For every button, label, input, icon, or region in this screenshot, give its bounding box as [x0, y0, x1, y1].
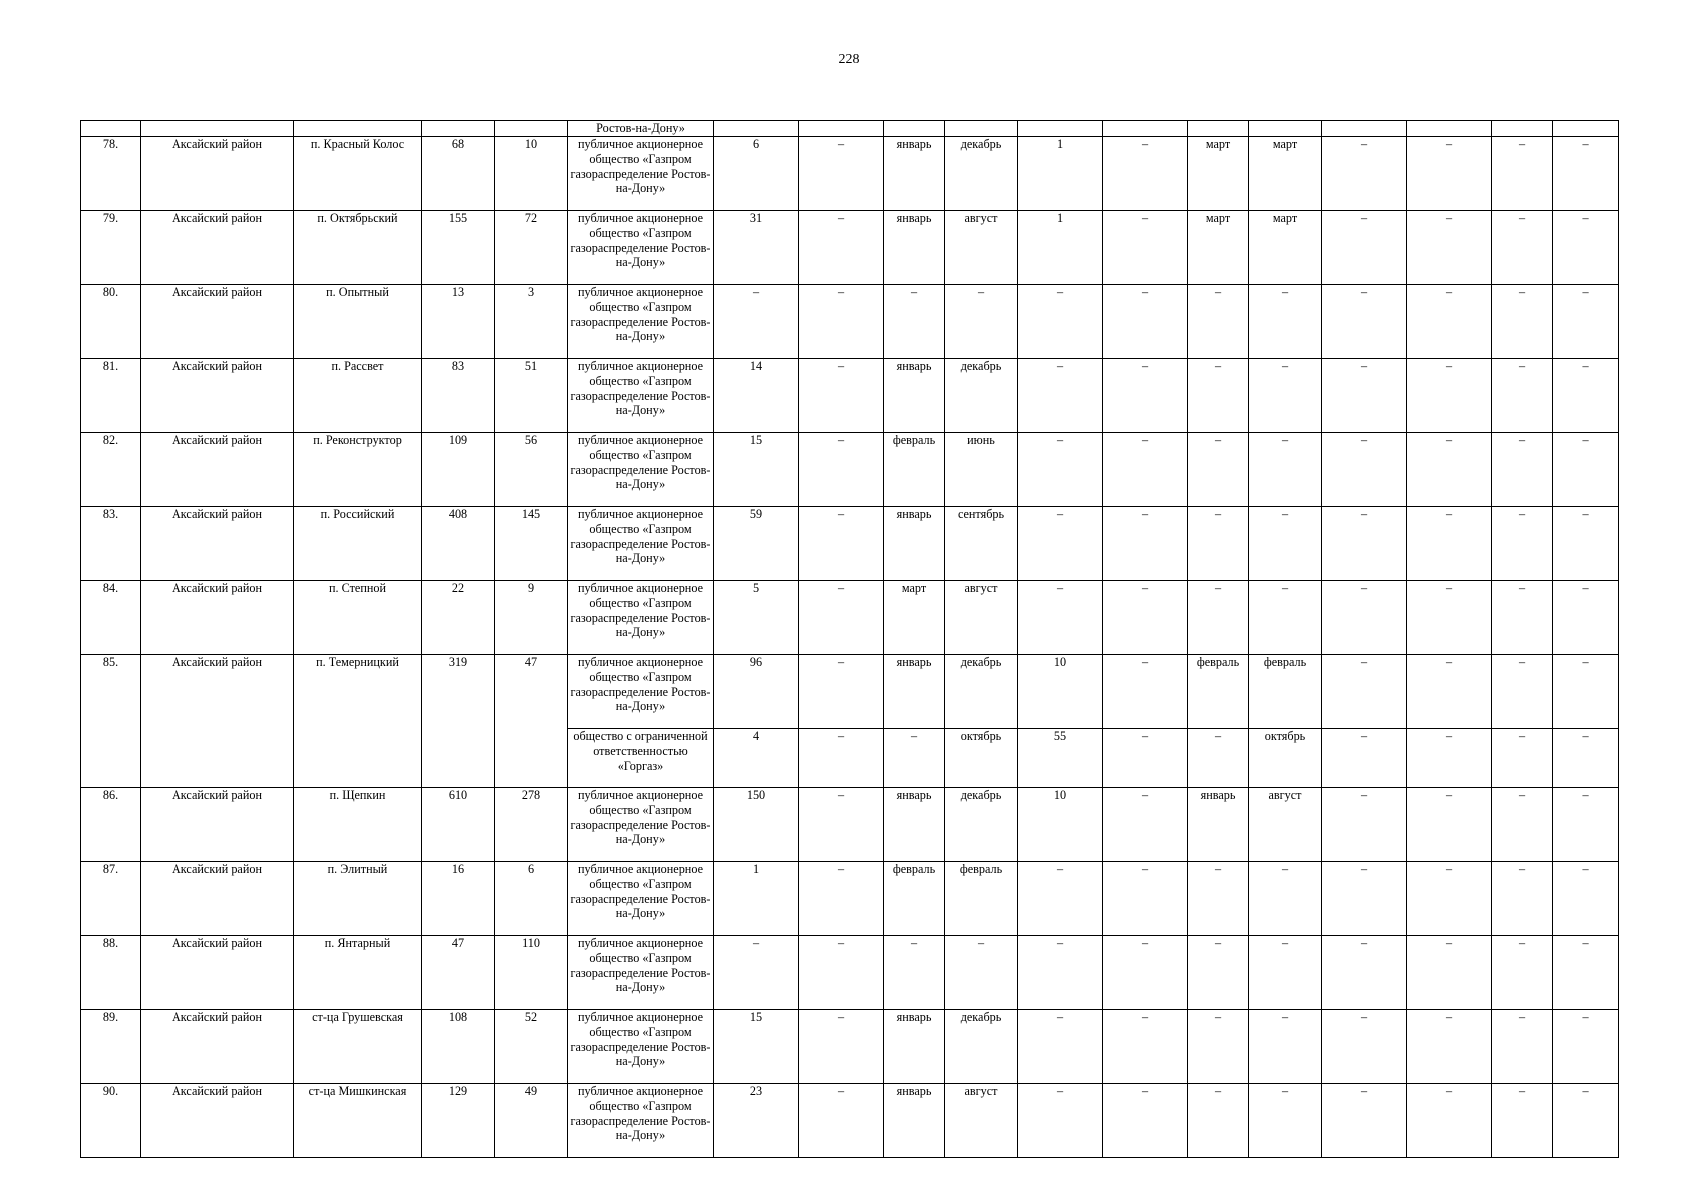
value-cell: –: [1249, 433, 1322, 507]
value-cell: –: [1553, 788, 1619, 862]
cell: [422, 121, 495, 137]
value-cell: январь: [884, 507, 945, 581]
value-cell: 49: [495, 1084, 568, 1158]
org-cell: публичное акционерное общество «Газпром газораспределение Ростов-на-Дону»: [568, 507, 714, 581]
district-cell: Аксайский район: [141, 359, 294, 433]
value-cell: –: [1103, 788, 1188, 862]
value-cell: –: [1103, 655, 1188, 729]
table-row: [81, 655, 1619, 729]
org-cell: публичное акционерное общество «Газпром газораспределение Ростов-на-Дону»: [568, 862, 714, 936]
value-cell: –: [1322, 137, 1407, 211]
locality-cell: п. Янтарный: [294, 936, 422, 1010]
value-cell: –: [1553, 359, 1619, 433]
value-cell: –: [884, 936, 945, 1010]
value-cell: 22: [422, 581, 495, 655]
value-cell: 68: [422, 137, 495, 211]
value-cell: –: [1018, 936, 1103, 1010]
value-cell: –: [1492, 507, 1553, 581]
locality-cell: п. Элитный: [294, 862, 422, 936]
cell: [1103, 121, 1188, 137]
cell: [1018, 121, 1103, 137]
value-cell: –: [799, 137, 884, 211]
value-cell: 6: [495, 862, 568, 936]
value-cell: –: [1322, 359, 1407, 433]
value-cell: –: [1249, 936, 1322, 1010]
locality-cell: п. Рассвет: [294, 359, 422, 433]
value-cell: –: [1103, 936, 1188, 1010]
value-cell: декабрь: [945, 788, 1018, 862]
cell: [884, 121, 945, 137]
district-cell: Аксайский район: [141, 137, 294, 211]
value-cell: –: [799, 359, 884, 433]
value-cell: –: [799, 655, 884, 729]
value-cell: 15: [714, 1010, 799, 1084]
value-cell: –: [884, 285, 945, 359]
value-cell: –: [799, 936, 884, 1010]
district-cell: Аксайский район: [141, 1084, 294, 1158]
value-cell: –: [799, 1084, 884, 1158]
value-cell: 408: [422, 507, 495, 581]
cell: [1553, 121, 1619, 137]
value-cell: 6: [714, 137, 799, 211]
value-cell: 59: [714, 507, 799, 581]
value-cell: 96: [714, 655, 799, 729]
value-cell: –: [1188, 433, 1249, 507]
value-cell: –: [1103, 433, 1188, 507]
district-cell: Аксайский район: [141, 1010, 294, 1084]
district-cell: Аксайский район: [141, 788, 294, 862]
cell: [81, 121, 141, 137]
value-cell: –: [1188, 1084, 1249, 1158]
value-cell: 10: [495, 137, 568, 211]
table-body: [81, 121, 1619, 1158]
value-cell: –: [1322, 581, 1407, 655]
value-cell: –: [1553, 862, 1619, 936]
row-number: 89.: [81, 1010, 141, 1084]
value-cell: 10: [1018, 655, 1103, 729]
value-cell: –: [1553, 211, 1619, 285]
value-cell: –: [1407, 862, 1492, 936]
value-cell: –: [1553, 729, 1619, 788]
value-cell: –: [1322, 655, 1407, 729]
org-cell: Ростов-на-Дону»: [568, 121, 714, 137]
page-number: 228: [838, 52, 860, 67]
value-cell: февраль: [884, 862, 945, 936]
value-cell: –: [1492, 581, 1553, 655]
value-cell: 278: [495, 788, 568, 862]
value-cell: –: [1188, 581, 1249, 655]
value-cell: –: [1018, 862, 1103, 936]
locality-cell: п. Реконструктор: [294, 433, 422, 507]
value-cell: 145: [495, 507, 568, 581]
cell: [799, 121, 884, 137]
value-cell: –: [1553, 433, 1619, 507]
value-cell: –: [1553, 1010, 1619, 1084]
district-cell: Аксайский район: [141, 581, 294, 655]
value-cell: 4: [714, 729, 799, 788]
value-cell: –: [1407, 507, 1492, 581]
value-cell: –: [799, 507, 884, 581]
value-cell: –: [799, 788, 884, 862]
value-cell: –: [1322, 936, 1407, 1010]
org-cell: публичное акционерное общество «Газпром газораспределение Ростов-на-Дону»: [568, 433, 714, 507]
value-cell: –: [1249, 359, 1322, 433]
value-cell: январь: [884, 211, 945, 285]
value-cell: 47: [495, 655, 568, 788]
table-row: [81, 359, 1619, 433]
org-cell: публичное акционерное общество «Газпром газораспределение Ростов-на-Дону»: [568, 211, 714, 285]
row-number: 90.: [81, 1084, 141, 1158]
value-cell: –: [1407, 788, 1492, 862]
value-cell: –: [1018, 507, 1103, 581]
value-cell: –: [1492, 211, 1553, 285]
value-cell: –: [1188, 862, 1249, 936]
value-cell: –: [1322, 211, 1407, 285]
locality-cell: п. Октябрьский: [294, 211, 422, 285]
value-cell: декабрь: [945, 137, 1018, 211]
value-cell: –: [1018, 433, 1103, 507]
value-cell: 1: [1018, 137, 1103, 211]
value-cell: –: [1492, 655, 1553, 729]
cell: [1188, 121, 1249, 137]
value-cell: –: [1407, 729, 1492, 788]
value-cell: –: [1249, 1084, 1322, 1158]
org-cell: публичное акционерное общество «Газпром газораспределение Ростов-на-Дону»: [568, 936, 714, 1010]
value-cell: –: [1249, 1010, 1322, 1084]
cell: [1407, 121, 1492, 137]
table-row: [81, 211, 1619, 285]
row-number: 83.: [81, 507, 141, 581]
locality-cell: п. Степной: [294, 581, 422, 655]
value-cell: –: [1018, 1010, 1103, 1084]
value-cell: –: [1553, 1084, 1619, 1158]
value-cell: –: [1492, 285, 1553, 359]
org-cell: публичное акционерное общество «Газпром газораспределение Ростов-на-Дону»: [568, 788, 714, 862]
value-cell: –: [1322, 1084, 1407, 1158]
district-cell: Аксайский район: [141, 211, 294, 285]
value-cell: февраль: [884, 433, 945, 507]
value-cell: –: [1492, 729, 1553, 788]
value-cell: –: [799, 1010, 884, 1084]
locality-cell: п. Щепкин: [294, 788, 422, 862]
value-cell: январь: [884, 359, 945, 433]
org-cell: публичное акционерное общество «Газпром газораспределение Ростов-на-Дону»: [568, 581, 714, 655]
value-cell: –: [799, 581, 884, 655]
value-cell: 14: [714, 359, 799, 433]
value-cell: –: [1407, 655, 1492, 729]
row-number: 88.: [81, 936, 141, 1010]
value-cell: –: [1103, 1010, 1188, 1084]
table-row: [81, 1084, 1619, 1158]
value-cell: –: [1103, 581, 1188, 655]
value-cell: –: [1018, 285, 1103, 359]
value-cell: –: [1103, 359, 1188, 433]
value-cell: октябрь: [945, 729, 1018, 788]
value-cell: февраль: [1249, 655, 1322, 729]
value-cell: –: [799, 211, 884, 285]
row-number: 87.: [81, 862, 141, 936]
schedule-table: [80, 120, 1619, 1158]
district-cell: Аксайский район: [141, 862, 294, 936]
row-number: 81.: [81, 359, 141, 433]
table-row-continued: [81, 121, 1619, 137]
locality-cell: п. Красный Колос: [294, 137, 422, 211]
district-cell: Аксайский район: [141, 433, 294, 507]
value-cell: –: [1322, 729, 1407, 788]
cell: [945, 121, 1018, 137]
cell: [714, 121, 799, 137]
org-cell: публичное акционерное общество «Газпром газораспределение Ростов-на-Дону»: [568, 285, 714, 359]
value-cell: 51: [495, 359, 568, 433]
value-cell: август: [1249, 788, 1322, 862]
value-cell: 1: [1018, 211, 1103, 285]
value-cell: –: [945, 285, 1018, 359]
value-cell: –: [1188, 1010, 1249, 1084]
value-cell: март: [1249, 211, 1322, 285]
value-cell: –: [1492, 433, 1553, 507]
value-cell: 23: [714, 1084, 799, 1158]
value-cell: 31: [714, 211, 799, 285]
row-number: 84.: [81, 581, 141, 655]
value-cell: –: [1103, 729, 1188, 788]
value-cell: –: [1492, 862, 1553, 936]
value-cell: сентябрь: [945, 507, 1018, 581]
value-cell: август: [945, 581, 1018, 655]
cell: [495, 121, 568, 137]
value-cell: –: [1249, 285, 1322, 359]
value-cell: –: [1407, 359, 1492, 433]
table-row: [81, 507, 1619, 581]
table-row: [81, 285, 1619, 359]
value-cell: февраль: [945, 862, 1018, 936]
value-cell: 155: [422, 211, 495, 285]
value-cell: 610: [422, 788, 495, 862]
value-cell: –: [1249, 862, 1322, 936]
value-cell: –: [1492, 936, 1553, 1010]
table-row: [81, 788, 1619, 862]
value-cell: 3: [495, 285, 568, 359]
table-row: [81, 1010, 1619, 1084]
value-cell: –: [1492, 137, 1553, 211]
row-number: 82.: [81, 433, 141, 507]
value-cell: –: [799, 862, 884, 936]
value-cell: –: [714, 936, 799, 1010]
org-cell: публичное акционерное общество «Газпром газораспределение Ростов-на-Дону»: [568, 1084, 714, 1158]
value-cell: 5: [714, 581, 799, 655]
value-cell: 47: [422, 936, 495, 1010]
value-cell: –: [1492, 359, 1553, 433]
value-cell: март: [1249, 137, 1322, 211]
org-cell: публичное акционерное общество «Газпром газораспределение Ростов-на-Дону»: [568, 1010, 714, 1084]
org-cell: общество с ограниченной ответственностью «Горгаз»: [568, 729, 714, 788]
row-number: 86.: [81, 788, 141, 862]
value-cell: июнь: [945, 433, 1018, 507]
value-cell: январь: [884, 137, 945, 211]
value-cell: –: [1249, 507, 1322, 581]
value-cell: –: [1249, 581, 1322, 655]
value-cell: март: [884, 581, 945, 655]
value-cell: 15: [714, 433, 799, 507]
value-cell: –: [1407, 581, 1492, 655]
value-cell: –: [1407, 211, 1492, 285]
district-cell: Аксайский район: [141, 655, 294, 788]
org-cell: публичное акционерное общество «Газпром газораспределение Ростов-на-Дону»: [568, 359, 714, 433]
value-cell: март: [1188, 137, 1249, 211]
value-cell: 109: [422, 433, 495, 507]
cell: [1249, 121, 1322, 137]
locality-cell: ст-ца Грушевская: [294, 1010, 422, 1084]
value-cell: –: [799, 285, 884, 359]
district-cell: Аксайский район: [141, 285, 294, 359]
value-cell: январь: [884, 655, 945, 729]
value-cell: январь: [884, 1084, 945, 1158]
value-cell: октябрь: [1249, 729, 1322, 788]
value-cell: –: [1103, 507, 1188, 581]
value-cell: 110: [495, 936, 568, 1010]
value-cell: декабрь: [945, 655, 1018, 729]
value-cell: –: [1407, 137, 1492, 211]
value-cell: январь: [884, 1010, 945, 1084]
value-cell: 13: [422, 285, 495, 359]
cell: [294, 121, 422, 137]
value-cell: декабрь: [945, 1010, 1018, 1084]
value-cell: 72: [495, 211, 568, 285]
value-cell: декабрь: [945, 359, 1018, 433]
value-cell: 108: [422, 1010, 495, 1084]
table-row: [81, 862, 1619, 936]
value-cell: –: [1553, 285, 1619, 359]
value-cell: –: [1018, 359, 1103, 433]
value-cell: –: [1553, 936, 1619, 1010]
value-cell: 1: [714, 862, 799, 936]
value-cell: –: [1407, 285, 1492, 359]
value-cell: –: [1322, 285, 1407, 359]
table-row: [81, 433, 1619, 507]
value-cell: –: [1553, 137, 1619, 211]
locality-cell: п. Российский: [294, 507, 422, 581]
row-number: 85.: [81, 655, 141, 788]
value-cell: –: [1407, 936, 1492, 1010]
value-cell: 319: [422, 655, 495, 788]
cell: [1492, 121, 1553, 137]
cell: [141, 121, 294, 137]
table-row: [81, 581, 1619, 655]
value-cell: 83: [422, 359, 495, 433]
value-cell: 150: [714, 788, 799, 862]
value-cell: –: [945, 936, 1018, 1010]
value-cell: –: [1322, 433, 1407, 507]
value-cell: –: [884, 729, 945, 788]
district-cell: Аксайский район: [141, 936, 294, 1010]
value-cell: –: [1103, 285, 1188, 359]
locality-cell: п. Темерницкий: [294, 655, 422, 788]
value-cell: –: [1188, 936, 1249, 1010]
value-cell: –: [1322, 788, 1407, 862]
value-cell: –: [1407, 1084, 1492, 1158]
value-cell: –: [1322, 862, 1407, 936]
row-number: 78.: [81, 137, 141, 211]
value-cell: 10: [1018, 788, 1103, 862]
value-cell: 9: [495, 581, 568, 655]
value-cell: –: [799, 729, 884, 788]
value-cell: –: [1188, 729, 1249, 788]
value-cell: 56: [495, 433, 568, 507]
value-cell: –: [1553, 581, 1619, 655]
value-cell: –: [1407, 433, 1492, 507]
value-cell: –: [1492, 1084, 1553, 1158]
value-cell: –: [1407, 1010, 1492, 1084]
cell: [1322, 121, 1407, 137]
value-cell: 16: [422, 862, 495, 936]
value-cell: март: [1188, 211, 1249, 285]
value-cell: –: [1188, 285, 1249, 359]
locality-cell: ст-ца Мишкинская: [294, 1084, 422, 1158]
value-cell: –: [1018, 581, 1103, 655]
value-cell: –: [1492, 788, 1553, 862]
value-cell: август: [945, 1084, 1018, 1158]
value-cell: –: [1322, 1010, 1407, 1084]
org-cell: публичное акционерное общество «Газпром газораспределение Ростов-на-Дону»: [568, 137, 714, 211]
value-cell: 55: [1018, 729, 1103, 788]
value-cell: –: [799, 433, 884, 507]
value-cell: август: [945, 211, 1018, 285]
value-cell: январь: [884, 788, 945, 862]
row-number: 80.: [81, 285, 141, 359]
value-cell: –: [714, 285, 799, 359]
row-number: 79.: [81, 211, 141, 285]
value-cell: –: [1018, 1084, 1103, 1158]
value-cell: 129: [422, 1084, 495, 1158]
table-row: [81, 137, 1619, 211]
value-cell: –: [1188, 359, 1249, 433]
org-cell: публичное акционерное общество «Газпром газораспределение Ростов-на-Дону»: [568, 655, 714, 729]
value-cell: –: [1103, 1084, 1188, 1158]
district-cell: Аксайский район: [141, 507, 294, 581]
value-cell: –: [1103, 211, 1188, 285]
value-cell: январь: [1188, 788, 1249, 862]
value-cell: –: [1492, 1010, 1553, 1084]
value-cell: февраль: [1188, 655, 1249, 729]
value-cell: 52: [495, 1010, 568, 1084]
table-row: [81, 936, 1619, 1010]
value-cell: –: [1553, 655, 1619, 729]
value-cell: –: [1103, 862, 1188, 936]
value-cell: –: [1322, 507, 1407, 581]
value-cell: –: [1553, 507, 1619, 581]
value-cell: –: [1188, 507, 1249, 581]
locality-cell: п. Опытный: [294, 285, 422, 359]
value-cell: –: [1103, 137, 1188, 211]
